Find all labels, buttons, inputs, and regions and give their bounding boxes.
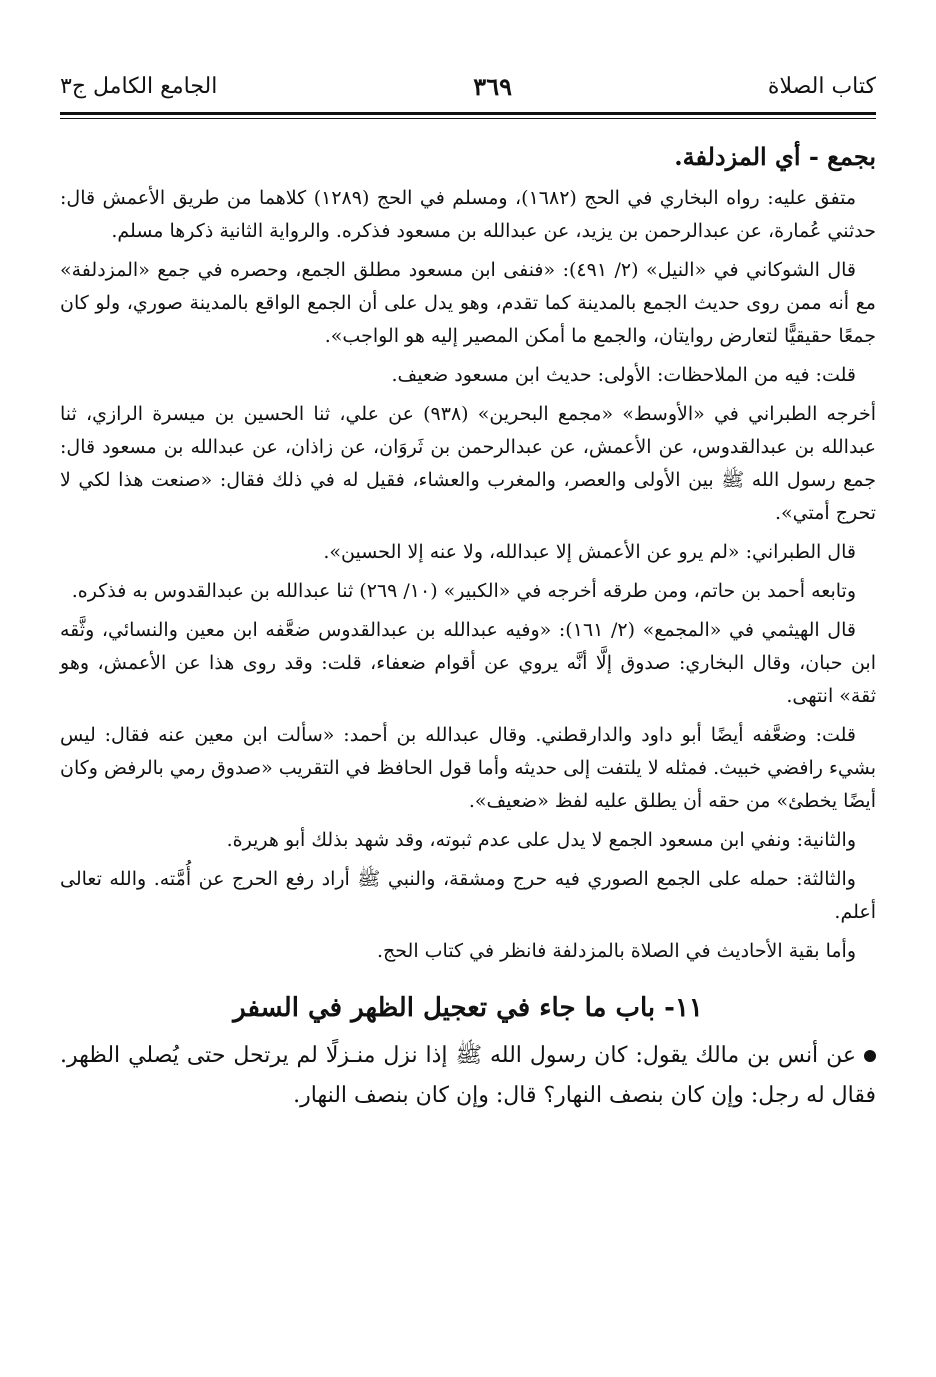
page-number: ٣٦٩ bbox=[473, 71, 512, 101]
bullet-icon bbox=[864, 1050, 876, 1062]
paragraph-takhrij: متفق عليه: رواه البخاري في الحج (١٦٨٢)، ومسلم في الحج (١٢٨٩) كلاهما من طريق الأعمش قال: حدثني عُمارة، عن عبدالرحمن بن يزيد، عن عبدالله بن مسعود فذكره. والرواية الثانية ذكرها مسلم. bbox=[60, 187, 876, 242]
paragraph-daif: قلت: وضعَّفه أيضًا أبو داود والدارقطني. وقال عبدالله بن أحمد: «سألت ابن معين عنه فقال: ليس بشيء رافضي خبيث. فمثله لا يلتفت إلى حديثه وأما قول الحافظ في التقريب «صدوق رمي بالرفض وكان أيضًا يخطئ» من حقه أن يطلق عليه لفظ «ضعيف». bbox=[60, 724, 876, 812]
header-rule-thick bbox=[60, 112, 876, 115]
paragraph-note-second: والثانية: ونفي ابن مسعود الجمع لا يدل على عدم ثبوته، وقد شهد بذلك أبو هريرة. bbox=[226, 829, 856, 851]
paragraph-tabarani-quote: قال الطبراني: «لم يرو عن الأعمش إلا عبدالله، ولا عنه إلا الحسين». bbox=[323, 541, 856, 563]
lead-line: بجمع - أي المزدلفة. bbox=[674, 142, 876, 171]
chapter-heading: ١١- باب ما جاء في تعجيل الظهر في السفر bbox=[233, 993, 703, 1023]
page-header bbox=[60, 66, 876, 106]
paragraph-note-first: قلت: فيه من الملاحظات: الأولى: حديث ابن مسعود ضعيف. bbox=[391, 364, 856, 386]
paragraph-haythami: قال الهيثمي في «المجمع» (٢/ ١٦١): «وفيه عبدالله بن عبدالقدوس ضعَّفه ابن معين والنسائي، وثَّقه ابن حبان، وقال البخاري: صدوق إلَّا أنَّه يروي عن أقوام ضعفاء، قلت: وقد روى هذا عن الأعمش، وهو ثقة» انتهى. bbox=[60, 619, 876, 707]
hadith-body: عن أنس بن مالك يقول: كان رسول الله ﷺ إذا نزل منـزلًا لم يرتحل حتى يُصلي الظهر. فقال له رجل: وإن كان بنصف النهار؟ قال: وإن كان بنصف النهار. bbox=[60, 1043, 876, 1108]
hadith-text bbox=[60, 1036, 876, 1116]
header-volume-title: الجامع الكامل ج٣ bbox=[60, 73, 218, 99]
paragraph-mutaba: وتابعه أحمد بن حاتم، ومن طرقه أخرجه في «الكبير» (١٠/ ٢٦٩) ثنا عبدالله بن عبدالقدوس به فذكره. bbox=[71, 580, 856, 602]
header-rule-thin bbox=[60, 118, 876, 119]
paragraph-note-third: والثالثة: حمله على الجمع الصوري فيه حرج ومشقة، والنبي ﷺ أراد رفع الحرج عن أُمَّته. والله تعالى أعلم. bbox=[60, 868, 876, 923]
paragraph-shawkani: قال الشوكاني في «النيل» (٢/ ٤٩١): «فنفى ابن مسعود مطلق الجمع، وحصره في جمع «المزدلفة» مع أنه ممن روى حديث الجمع بالمدينة كما تقدم، وهو يدل على أن الجمع الواقع بالمدينة صوري، ولو كان جمعًا حقيقيًّا لتعارض روايتان، والجمع ما أمكن المصير إليه هو الواجب». bbox=[60, 259, 876, 347]
page-content bbox=[60, 138, 876, 1116]
header-book-title: كتاب الصلاة bbox=[767, 73, 876, 99]
paragraph-remaining: وأما بقية الأحاديث في الصلاة بالمزدلفة فانظر في كتاب الحج. bbox=[376, 940, 856, 962]
paragraph-tabarani: أخرجه الطبراني في «الأوسط» «مجمع البحرين» (٩٣٨) عن علي، ثنا الحسين بن ميسرة الرازي، ثنا عبدالله بن عبدالقدوس، عن الأعمش، عن عبدالرحمن بن ثَروَان، عن زاذان، عن عبدالله بن مسعود قال: جمع رسول الله ﷺ بين الأولى والعصر، والمغرب والعشاء، فقيل له في ذلك فقال: «صنعت هذا لكي لا تحرج أمتي». bbox=[60, 403, 876, 524]
